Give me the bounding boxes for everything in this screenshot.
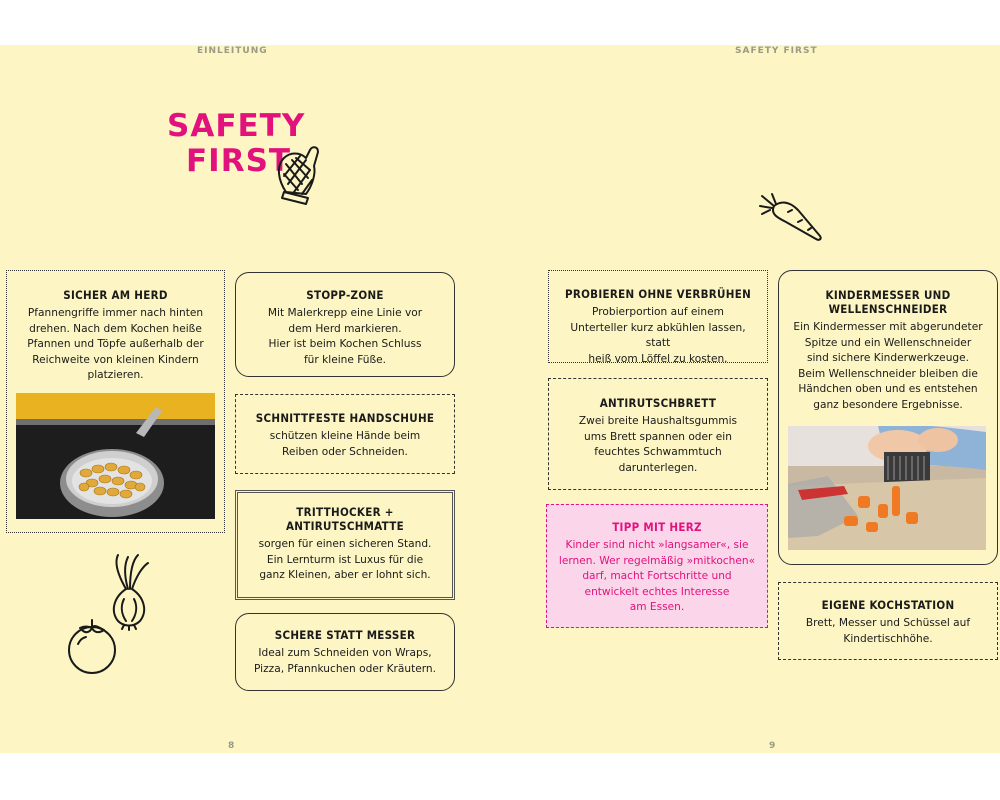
text-line: drehen. Nach dem Kochen heiße [29,322,202,335]
box-schnittfeste-handschuhe [235,394,455,474]
text-line: ganz Kleinen, aber er lohnt sich. [259,569,431,582]
text-line: lernen. Wer regelmäßig »mitkochen« [558,554,756,567]
carrot-icon [758,192,826,244]
heading-line: WELLENSCHNEIDER [828,302,948,316]
heading-antirutschbrett: ANTIRUTSCHBRETT [599,396,717,410]
pan-photo [16,393,215,519]
tomato-icon [64,618,120,676]
text-sicher-am-herd [17,306,214,384]
heading-line: ANTIRUTSCHMATTE [285,519,405,533]
page-number-right: 9 [769,741,776,751]
text-line: sind sichere Kinderwerkzeuge. [806,352,970,365]
heading-schnittfeste-handschuhe: SCHNITTFESTE HANDSCHUHE [255,411,435,425]
text-line: Ideal zum Schneiden von Wraps, [258,647,432,659]
box-stopp-zone [235,272,455,377]
box-tipp-mit-herz [546,504,768,628]
text-line: Unterteller kurz abkühlen lassen, statt [570,321,746,350]
text-kindermesser [789,320,987,414]
text-antirutschbrett [559,414,757,476]
page-number-left: 8 [228,741,235,751]
text-eigene-kochstation [789,616,987,647]
text-line: darf, macht Fortschritte und [582,570,732,583]
text-line: Zwei breite Haushaltsgummis [578,415,738,427]
text-line: sorgen für einen sicheren Stand. [258,538,432,550]
text-line: heiß vom Löffel zu kosten. [588,352,728,365]
text-line: am Essen. [629,601,685,614]
text-line: Brett, Messer und Schüssel auf [805,617,971,629]
heading-kindermesser [789,288,987,316]
box-schere-statt-messer [235,613,455,691]
child-cutting-photo [788,426,986,550]
text-line: Beim Wellenschneider bleiben die [798,367,978,380]
text-line: Mit Malerkrepp eine Linie vor [267,307,423,319]
text-line: Pizza, Pfannkuchen oder Kräutern. [253,662,437,675]
text-line: Probierportion auf einem [592,306,724,318]
heading-line: KINDERMESSER UND [825,288,951,302]
page-title-line1: SAFETY [167,108,306,144]
text-stopp-zone [246,306,444,368]
heading-tritthocker [248,505,442,533]
heading-stopp-zone: STOPP-ZONE [306,288,384,302]
text-line: Spitze und ein Wellenschneider [804,336,972,349]
text-line: Hier ist beim Kochen Schluss [268,338,422,351]
box-antirutschbrett [548,378,768,490]
text-line: feuchtes Schwammtuch [594,446,722,459]
text-line: Ein Kindermesser mit abgerundeter [793,321,983,333]
text-line: Reiben oder Schneiden. [282,445,408,458]
box-probieren [548,270,768,363]
text-schere-statt-messer [246,646,444,677]
text-schnittfeste-handschuhe [246,429,444,460]
heading-eigene-kochstation: EIGENE KOCHSTATION [821,598,955,612]
heading-tipp-mit-herz: TIPP MIT HERZ [612,520,702,534]
running-head-left: EINLEITUNG [197,46,268,56]
text-line: ganz besondere Ergebnisse. [813,398,963,411]
text-probieren [559,305,757,367]
text-line: schützen kleine Hände beim [269,430,421,442]
text-line: Kinder sind nicht »langsamer«, sie [565,539,749,551]
text-tipp-mit-herz [557,538,757,616]
heading-probieren: PROBIEREN OHNE VERBRÜHEN [564,287,752,301]
text-line: platzieren. [87,369,144,382]
box-eigene-kochstation [778,582,998,660]
text-line: ums Brett spannen oder ein [584,430,732,443]
text-line: für kleine Füße. [303,353,387,366]
text-tritthocker [248,537,442,584]
text-line: entwickelt echtes Interesse [584,585,730,598]
text-line: Pfannen und Töpfe außerhalb der [27,338,204,351]
heading-line: TRITTHOCKER + [296,505,394,519]
page-title-line2: FIRST [186,143,292,179]
text-line: Händchen oben und es entstehen [798,383,978,396]
text-line: Kindertischhöhe. [843,632,933,645]
text-line: Ein Lernturm ist Luxus für die [266,553,424,566]
oven-mitt-icon [272,140,328,206]
text-line: Pfannengriffe immer nach hinten [27,307,204,319]
box-tritthocker [235,490,455,600]
text-line: darunterlegen. [618,461,698,474]
heading-sicher-am-herd: SICHER AM HERD [63,288,168,302]
heading-schere-statt-messer: SCHERE STATT MESSER [274,628,416,642]
running-head-right: SAFETY FIRST [735,46,818,56]
text-line: dem Herd markieren. [288,322,402,335]
text-line: Reichweite von kleinen Kindern [32,353,199,366]
